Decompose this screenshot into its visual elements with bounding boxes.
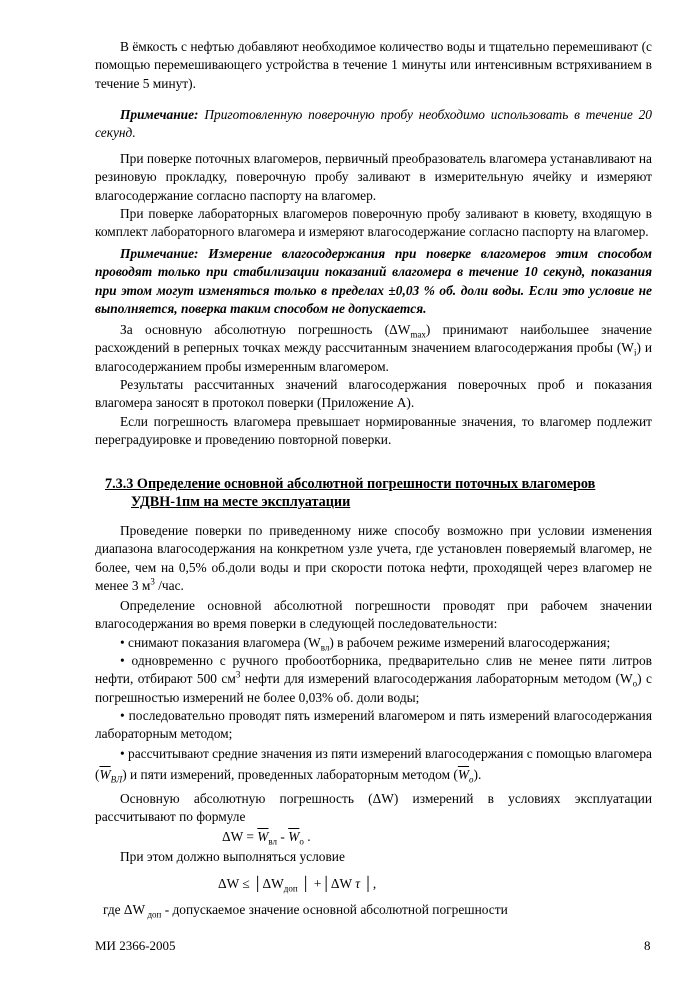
paragraph-lab-meters: При поверке лабораторных влагомеров поверочную пробу заливают в кювету, входящую в комплект лабораторного влагомера и измеряют влагосодержание согласно паспорту на влагомер.: [95, 206, 652, 240]
paragraph-max-error: За основную абсолютную погрешность $(\Delta W_{max})$ принимают наибольшее значение расхождений в реперных точках между рассчитанным значением влагосодержания пробы $(W_i)$ и влагосодержанием пробы измеренным влагомером.: [95, 322, 652, 374]
list-item-averages: • рассчитывают средние значения из пяти измерений влагосодержания с помощью влагомера $(\overline{W}_{ВЛ})$ и пяти измерений, проведенных лабораторным методом $(\overline{W}_o)$.: [95, 746, 653, 785]
paragraph-protocol: Результаты рассчитанных значений влагосодержания поверочных проб и показания влагомера заносят в протокол поверки (Приложение А).: [95, 377, 652, 411]
section-heading: 7.3.3 Определение основной абсолютной погрешности поточных влагомеров УДВН-1пм на месте эксплуатации: [105, 476, 596, 510]
paragraph-conditions: Проведение поверки по приведенному ниже способу возможно при условии изменения диапазона влагосодержания на конкретном узле учета, где установлен поверяемый влагомер, не более, чем на 0,5% об.доли воды и при скорости потока нефти, проходящей через влагомер не менее 3 $м^3$ /час.: [95, 523, 652, 594]
paragraph-condition-intro: При этом должно выполняться условие: [120, 849, 345, 864]
note-stabilization: Примечание: Измерение влагосодержания при поверке влагомеров этим способом проводят только при стабилизации показаний влагомера в течение 10 секунд, показания при этом могут изменяться только в пределах ±0,03 % об. доли воды. Если это условие не выполняется, поверка таким способом не допускается.: [95, 246, 652, 317]
note-label: Примечание:: [120, 107, 199, 122]
paragraph-mixing: В ёмкость с нефтью добавляют необходимое количество воды и тщательно перемешивают (с помощью перемешивающего устройства в течение 1 минуты или интенсивным встряхиванием в течение 5 минут).: [95, 39, 652, 91]
list-item-readings: • снимают показания влагомера $(W_{вл})$ в рабочем режиме измерений влагосодержания;: [120, 635, 611, 653]
w-vl-symbol: $\overline{W}$: [99, 767, 111, 782]
paragraph-flow-meters: При поверке поточных влагомеров, первичный преобразователь влагомера устанавливают на резиновую прокладку, поверочную пробу заливают в измерительную ячейку и измеряют влагосодержание согласно паспорту на влагомер.: [95, 151, 652, 203]
list-item-five-measurements: • последовательно проводят пять измерений влагомером и пять измерений влагосодержания лабораторным методом;: [95, 708, 652, 742]
paragraph-regrading: Если погрешность влагомера превышает нормированные значения, то влагомер подлежит переградуировке и проведению повторной поверки.: [95, 414, 652, 448]
footer-document-id: МИ 2366-2005: [95, 938, 176, 953]
paragraph-formula-intro: Основную абсолютную погрешность (ΔW) измерений в условиях эксплуатации рассчитывают по формуле: [95, 791, 652, 825]
paragraph-sequence: Определение основной абсолютной погрешности проводят при рабочем значении влагосодержания во время поверки в следующей последовательности:: [95, 598, 652, 632]
note-sample-time: Примечание: Приготовленную поверочную пробу необходимо использовать в течение 20 секунд.: [95, 107, 652, 141]
footer-page-number: 8: [644, 938, 651, 953]
definition-line: где ΔW $_{доп}$ - допускаемое значение основной абсолютной погрешности: [103, 902, 508, 920]
formula-abs-error: $\Delta W = \overline{W}_{вл} - \overline{W}_о$ .: [222, 829, 311, 847]
list-item-sampling: • одновременно с ручного пробоотборника, предварительно слив не менее пяти литров нефти, отбирают 500 $см^3$ нефти для измерений влагосодержания лабораторным методом $(W_о)$ с погрешностью измерений не более 0,03% об. доли воды;: [95, 653, 652, 705]
formula-condition: $\Delta W \le │\Delta W_{доп}$ │ +│ΔW τ │,: [218, 876, 377, 894]
w-o-symbol: $\overline{W}$: [457, 767, 470, 782]
